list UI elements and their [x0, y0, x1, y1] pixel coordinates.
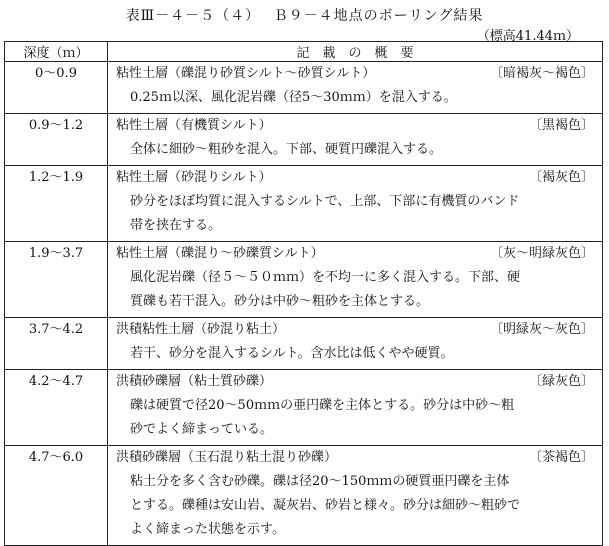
layer-notes: [108, 138, 602, 164]
layer-heading: [108, 114, 602, 138]
layer-depth: 3.7〜4.2: [5, 318, 108, 370]
layer-name: 粘性土層（礫混り〜砂礫質シルト）: [116, 246, 324, 261]
layer-notes: [108, 342, 602, 368]
description-column-header: 記 載 の 概 要: [108, 42, 603, 62]
layer-note-line: とする。礫種は安山岩、凝灰岩、砂岩と様々。砂分は細砂〜粗砂で: [130, 498, 521, 513]
layer-color: 〔茶褐色〕: [528, 450, 594, 465]
depth-column-header: 深度（ｍ）: [5, 42, 108, 62]
layer-notes: [108, 266, 602, 316]
layer-name: 洪積砂礫層（粘土質砂礫）: [116, 374, 273, 389]
layer-notes: [108, 394, 602, 444]
layer-description: [108, 318, 603, 370]
layer-note-line: 風化泥岩礫（径５〜５０ｍｍ）を不均一に多く混入する。下部、硬: [130, 270, 521, 285]
layer-depth: 0.9〜1.2: [5, 114, 108, 166]
header-row: [5, 42, 603, 62]
layer-heading: [108, 318, 602, 342]
layer-heading: [108, 166, 602, 190]
layer-row: [5, 446, 603, 546]
layer-description: [108, 166, 603, 242]
layer-color: 〔緑灰色〕: [528, 374, 594, 389]
layer-notes: [108, 190, 602, 240]
layer-notes: [108, 86, 602, 112]
layer-description: [108, 370, 603, 446]
layer-name: 洪積砂礫層（玉石混り粘土混り砂礫）: [116, 450, 338, 465]
layer-name: 洪積粘性土層（砂混り粘土）: [116, 322, 286, 337]
layer-note-line: 砂分をほぼ均質に混入するシルトで、上部、下部に有機質のバンド: [130, 194, 520, 209]
layer-row: [5, 166, 603, 242]
layer-color: 〔褐灰色〕: [528, 170, 594, 185]
layer-row: [5, 62, 603, 114]
layer-heading: [108, 242, 602, 266]
table-title: 表Ⅲ－４－５（４） Ｂ９－４地点のボーリング結果: [125, 8, 484, 24]
layer-note-line: 質礫も若干混入。砂分は中砂〜粗砂を主体とする。: [130, 294, 430, 309]
layer-note-line: よく締まった状態を示す。: [130, 522, 285, 537]
layer-description: [108, 242, 603, 318]
layer-heading: [108, 62, 602, 86]
layer-description: [108, 446, 603, 546]
layer-row: [5, 242, 603, 318]
layer-depth: 1.2〜1.9: [5, 166, 108, 242]
layer-notes: [108, 470, 602, 544]
layer-row: [5, 370, 603, 446]
layer-row: [5, 318, 603, 370]
layer-note-line: 帯を挟在する。: [130, 218, 222, 233]
layer-color: 〔灰〜明緑灰色〕: [489, 246, 594, 261]
layer-depth: 4.2〜4.7: [5, 370, 108, 446]
layer-color: 〔暗褐灰〜褐色〕: [489, 66, 594, 81]
layer-note-line: 礫は硬質で径20〜50ｍｍの亜円礫を主体とする。砂分は中砂〜粗: [130, 398, 515, 413]
layer-depth: 0〜0.9: [5, 62, 108, 114]
layer-note-line: 粘土分を多く含む砂礫。礫は径20〜150ｍｍの硬質亜円礫を主体: [130, 474, 510, 489]
layer-note-line: 0.25ｍ以深、風化泥岩礫（径5〜30ｍｍ）を混入する。: [130, 90, 457, 105]
layer-color: 〔黒褐色〕: [528, 118, 594, 133]
layer-note-line: 若干、砂分を混入するシルト。含水比は低くやや硬質。: [130, 346, 454, 361]
layer-depth: 4.7〜6.0: [5, 446, 108, 546]
layer-name: 粘性土層（礫混り砂質シルト〜砂質シルト）: [116, 66, 376, 81]
layer-row: [5, 114, 603, 166]
boring-log-table: [4, 41, 603, 546]
layer-heading: [108, 370, 602, 394]
layer-color: 〔明緑灰〜灰色〕: [489, 322, 594, 337]
layer-depth: 1.9〜3.7: [5, 242, 108, 318]
layer-description: [108, 62, 603, 114]
boring-log-body: [5, 62, 603, 546]
layer-name: 粘性土層（有機質シルト）: [116, 118, 272, 133]
layer-note-line: 砂でよく締まっている。: [130, 422, 274, 437]
layer-note-line: 全体に細砂〜粗砂を混入。下部、硬質円礫混入する。: [130, 142, 443, 157]
layer-heading: [108, 446, 602, 470]
layer-name: 粘性土層（砂混りシルト）: [116, 170, 272, 185]
elevation-label: （標高41.44ｍ）: [476, 29, 579, 44]
layer-description: [108, 114, 603, 166]
